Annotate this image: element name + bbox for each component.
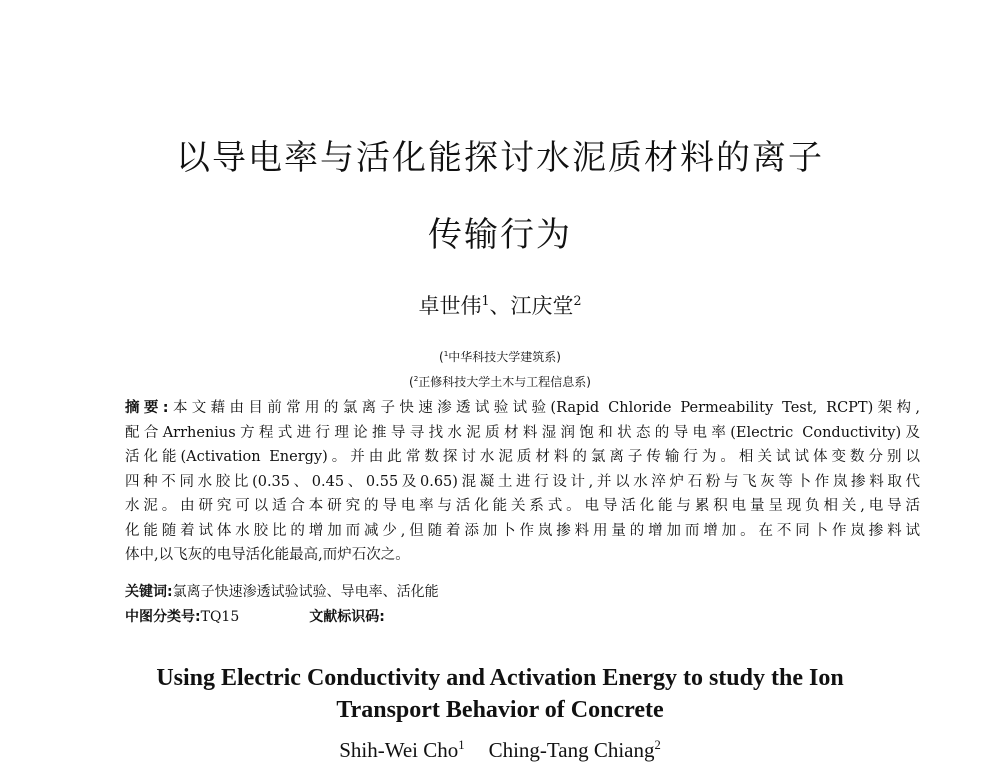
document-code-label: 文献标识码: bbox=[309, 609, 385, 625]
affiliation-2-superscript: 2 bbox=[413, 374, 419, 383]
english-authors bbox=[0, 738, 1000, 763]
clc-label: 中图分类号: bbox=[125, 609, 201, 625]
affiliation-2-prefix: ( bbox=[409, 375, 414, 389]
author-2-name: 江庆堂 bbox=[510, 294, 574, 318]
keywords-text: 氯离子快速渗透试验试验、导电率、活化能 bbox=[172, 584, 439, 600]
clc-value: TQ15 bbox=[200, 609, 240, 625]
english-author-2: Ching-Tang Chiang bbox=[488, 738, 655, 762]
author-separator: 、 bbox=[489, 294, 511, 318]
affiliation-1-prefix: ( bbox=[439, 350, 444, 364]
author-2-superscript: 2 bbox=[573, 293, 582, 308]
abstract-line: 化能随着试体水胶比的增加而减少,但随着添加卜作岚掺料用量的增加而增加。在不同卜作岚掺料试 bbox=[125, 522, 920, 539]
affiliation-1 bbox=[0, 348, 1000, 365]
author-1-name: 卓世伟 bbox=[418, 294, 482, 318]
author-1-superscript: 1 bbox=[481, 293, 490, 308]
chinese-authors bbox=[0, 290, 1000, 320]
classification-line bbox=[125, 606, 920, 626]
english-author-1-superscript: 1 bbox=[458, 738, 465, 752]
abstract-line-text: 本文藉由目前常用的氯离子快速渗透试验试验(Rapid Chloride Permeability Test, RCPT)架构, bbox=[168, 400, 920, 416]
english-author-2-superscript: 2 bbox=[654, 738, 661, 752]
english-title bbox=[0, 662, 1000, 726]
abstract-line: 配合Arrhenius方程式进行理论推导寻找水泥质材料湿润饱和状态的导电率(Electric Conductivity)及 bbox=[125, 424, 920, 441]
english-title-line-2: Transport Behavior of Concrete bbox=[336, 697, 664, 723]
english-title-line-1: Using Electric Conductivity and Activation Energy to study the Ion bbox=[156, 665, 844, 691]
english-author-1: Shih-Wei Cho bbox=[339, 738, 459, 762]
affiliation-1-superscript: 1 bbox=[443, 349, 449, 358]
abstract-line: 水泥。由研究可以适合本研究的导电率与活化能关系式。电导活化能与累积电量呈现负相关,电导活 bbox=[125, 498, 920, 514]
keywords-label: 关键词: bbox=[125, 584, 173, 600]
affiliation-2-text: 正修科技大学土木与工程信息系) bbox=[418, 375, 591, 389]
affiliation-2 bbox=[0, 373, 1000, 390]
abstract-line: 四种不同水胶比(0.35、0.45、0.55及0.65)混凝土进行设计,并以水淬炉石粉与飞灰等卜作岚掺料取代 bbox=[125, 473, 920, 490]
abstract bbox=[125, 396, 920, 568]
affiliation-1-text: 中华科技大学建筑系) bbox=[448, 350, 561, 364]
keywords bbox=[125, 581, 920, 601]
abstract-label: 摘要: bbox=[125, 400, 169, 416]
abstract-line bbox=[125, 396, 920, 421]
abstract-line: 活化能(Activation Energy)。并由此常数探讨水泥质材料的氯离子传输行为。相关试试体变数分别以 bbox=[125, 449, 920, 465]
chinese-title-line-2: 传输行为 bbox=[428, 215, 572, 255]
chinese-title-line-1: 以导电率与活化能探讨水泥质材料的离子 bbox=[176, 138, 824, 178]
abstract-line: 体中,以飞灰的电导活化能最高,而炉石次之。 bbox=[125, 547, 410, 563]
